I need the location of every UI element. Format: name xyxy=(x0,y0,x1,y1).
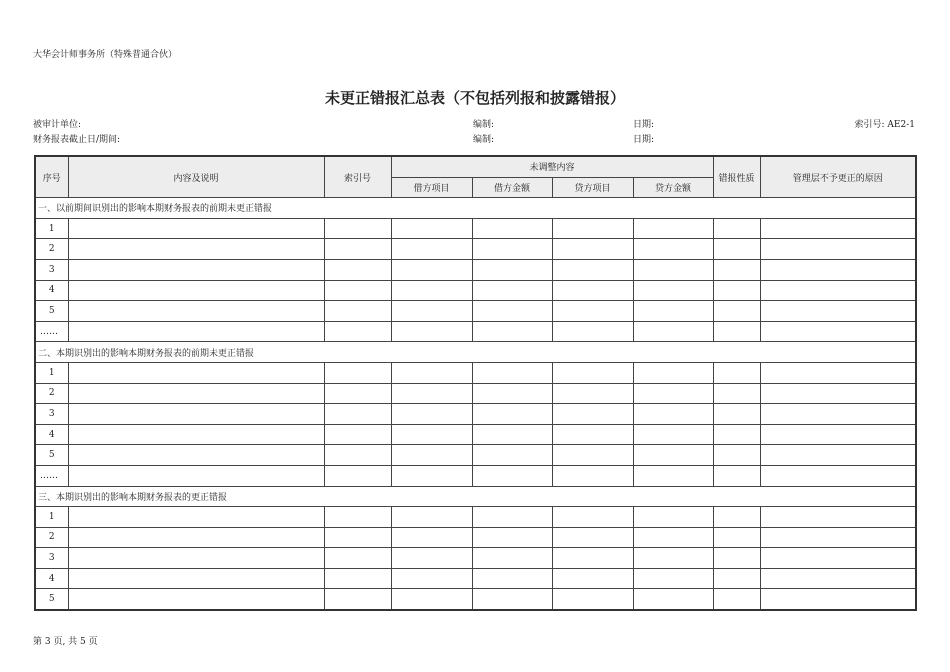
table-cell[interactable] xyxy=(472,507,552,528)
table-cell[interactable] xyxy=(713,507,760,528)
table-cell[interactable] xyxy=(552,239,633,260)
table-cell[interactable] xyxy=(391,465,472,486)
table-cell[interactable] xyxy=(633,507,713,528)
row-number: 3 xyxy=(35,404,68,425)
table-cell[interactable] xyxy=(760,589,916,610)
row-number: 1 xyxy=(35,362,68,383)
table-cell[interactable] xyxy=(324,445,391,466)
section-row xyxy=(35,486,916,507)
table-cell[interactable] xyxy=(760,321,916,342)
table-cell[interactable] xyxy=(633,404,713,425)
table-cell[interactable] xyxy=(472,424,552,445)
table-cell[interactable] xyxy=(391,568,472,589)
table-cell[interactable] xyxy=(713,280,760,301)
table-cell[interactable] xyxy=(472,568,552,589)
table-cell[interactable] xyxy=(552,568,633,589)
table-cell[interactable] xyxy=(391,239,472,260)
row-number: 2 xyxy=(35,527,68,548)
table-row xyxy=(35,507,916,528)
table-cell[interactable] xyxy=(472,445,552,466)
table-cell[interactable] xyxy=(760,548,916,569)
table-cell[interactable] xyxy=(472,362,552,383)
table-cell[interactable] xyxy=(472,548,552,569)
table-cell[interactable] xyxy=(552,465,633,486)
table-cell[interactable] xyxy=(552,259,633,280)
table-cell[interactable] xyxy=(472,465,552,486)
misstatement-table xyxy=(34,155,917,611)
table-cell[interactable] xyxy=(633,424,713,445)
table-cell[interactable] xyxy=(324,239,391,260)
col-reason: 管理层不予更正的原因 xyxy=(760,156,916,198)
row-number: 5 xyxy=(35,445,68,466)
row-number: 4 xyxy=(35,568,68,589)
col-credit-amount: 贷方金额 xyxy=(633,177,713,198)
table-cell[interactable] xyxy=(713,527,760,548)
table-cell[interactable] xyxy=(472,321,552,342)
row-number: 2 xyxy=(35,239,68,260)
table-cell[interactable] xyxy=(391,259,472,280)
table-cell[interactable] xyxy=(633,445,713,466)
table-cell[interactable] xyxy=(472,259,552,280)
table-row xyxy=(35,239,916,260)
table-cell[interactable] xyxy=(472,589,552,610)
auditee-label: 被审计单位: xyxy=(33,120,82,130)
table-cell[interactable] xyxy=(760,383,916,404)
table-cell[interactable] xyxy=(633,527,713,548)
table-cell[interactable] xyxy=(633,218,713,239)
table-cell[interactable] xyxy=(633,465,713,486)
table-cell[interactable] xyxy=(760,280,916,301)
table-cell[interactable] xyxy=(713,568,760,589)
table-cell[interactable] xyxy=(760,218,916,239)
table-cell[interactable] xyxy=(68,527,324,548)
table-cell[interactable] xyxy=(68,465,324,486)
table-cell[interactable] xyxy=(391,507,472,528)
table-cell[interactable] xyxy=(472,280,552,301)
section-title: 一、以前期间识别出的影响本期财务报表的前期未更正错报 xyxy=(35,198,916,219)
table-row xyxy=(35,404,916,425)
table-cell[interactable] xyxy=(760,527,916,548)
table-cell[interactable] xyxy=(324,507,391,528)
table-cell[interactable] xyxy=(633,568,713,589)
col-nature: 错报性质 xyxy=(713,156,760,198)
table-cell[interactable] xyxy=(391,424,472,445)
table-cell[interactable] xyxy=(760,424,916,445)
row-number: 3 xyxy=(35,548,68,569)
table-cell[interactable] xyxy=(324,527,391,548)
table-cell[interactable] xyxy=(324,548,391,569)
row-number: 3 xyxy=(35,259,68,280)
table-cell[interactable] xyxy=(633,362,713,383)
table-row xyxy=(35,548,916,569)
table-cell[interactable] xyxy=(324,280,391,301)
table-cell[interactable] xyxy=(713,239,760,260)
table-cell[interactable] xyxy=(391,362,472,383)
table-cell[interactable] xyxy=(760,301,916,322)
table-cell[interactable] xyxy=(713,259,760,280)
table-cell[interactable] xyxy=(552,404,633,425)
table-cell[interactable] xyxy=(391,445,472,466)
table-cell[interactable] xyxy=(760,259,916,280)
table-cell[interactable] xyxy=(760,507,916,528)
table-cell[interactable] xyxy=(324,259,391,280)
table-cell[interactable] xyxy=(633,321,713,342)
date-label: 日期: xyxy=(633,120,655,130)
date-label-2: 日期: xyxy=(633,135,655,145)
table-cell[interactable] xyxy=(760,568,916,589)
table-cell[interactable] xyxy=(391,527,472,548)
table-cell[interactable] xyxy=(324,321,391,342)
table-cell[interactable] xyxy=(324,362,391,383)
table-cell[interactable] xyxy=(68,589,324,610)
row-number: 2 xyxy=(35,383,68,404)
table-row xyxy=(35,527,916,548)
table-cell[interactable] xyxy=(633,589,713,610)
table-cell[interactable] xyxy=(68,445,324,466)
col-seq: 序号 xyxy=(35,156,68,198)
table-cell[interactable] xyxy=(324,568,391,589)
table-cell[interactable] xyxy=(552,548,633,569)
col-debit-amount: 借方金额 xyxy=(472,177,552,198)
table-cell[interactable] xyxy=(713,301,760,322)
col-unadjusted: 未调整内容 xyxy=(391,156,713,177)
table-cell[interactable] xyxy=(552,589,633,610)
row-number: 4 xyxy=(35,280,68,301)
table-cell[interactable] xyxy=(713,218,760,239)
page-title: 未更正错报汇总表（不包括列报和披露错报） xyxy=(324,89,625,107)
table-cell[interactable] xyxy=(760,362,916,383)
table-cell[interactable] xyxy=(713,404,760,425)
compiled-label: 编制: xyxy=(473,120,495,130)
table-cell[interactable] xyxy=(713,589,760,610)
table-cell[interactable] xyxy=(68,424,324,445)
table-cell[interactable] xyxy=(633,239,713,260)
table-cell[interactable] xyxy=(68,239,324,260)
table-cell[interactable] xyxy=(391,301,472,322)
table-cell[interactable] xyxy=(713,383,760,404)
table-cell[interactable] xyxy=(760,465,916,486)
table-cell[interactable] xyxy=(324,404,391,425)
table-row xyxy=(35,465,916,486)
table-row xyxy=(35,589,916,610)
table-cell[interactable] xyxy=(391,218,472,239)
table-cell[interactable] xyxy=(552,424,633,445)
table-cell[interactable] xyxy=(552,301,633,322)
table-cell[interactable] xyxy=(472,301,552,322)
table-cell[interactable] xyxy=(552,321,633,342)
table-cell[interactable] xyxy=(713,321,760,342)
table-cell[interactable] xyxy=(472,383,552,404)
table-cell[interactable] xyxy=(472,218,552,239)
table-cell[interactable] xyxy=(552,362,633,383)
col-credit-item: 贷方项目 xyxy=(552,177,633,198)
table-row xyxy=(35,259,916,280)
col-content: 内容及说明 xyxy=(68,156,324,198)
table-cell[interactable] xyxy=(324,301,391,322)
table-cell[interactable] xyxy=(324,218,391,239)
table-cell[interactable] xyxy=(324,465,391,486)
section-title: 二、本期识别出的影响本期财务报表的前期未更正错报 xyxy=(35,342,916,363)
row-number: …… xyxy=(35,465,68,486)
row-number: 4 xyxy=(35,424,68,445)
table-cell[interactable] xyxy=(552,218,633,239)
table-cell[interactable] xyxy=(324,589,391,610)
table-cell[interactable] xyxy=(391,404,472,425)
section-row xyxy=(35,342,916,363)
table-cell[interactable] xyxy=(391,383,472,404)
table-cell[interactable] xyxy=(472,527,552,548)
table-row xyxy=(35,280,916,301)
table-cell[interactable] xyxy=(633,280,713,301)
table-row xyxy=(35,383,916,404)
table-cell[interactable] xyxy=(68,383,324,404)
table-cell[interactable] xyxy=(552,445,633,466)
table-cell[interactable] xyxy=(391,280,472,301)
table-cell[interactable] xyxy=(760,404,916,425)
table-cell[interactable] xyxy=(68,548,324,569)
table-cell[interactable] xyxy=(68,259,324,280)
table-cell[interactable] xyxy=(68,321,324,342)
table-row xyxy=(35,568,916,589)
table-cell[interactable] xyxy=(68,218,324,239)
table-cell[interactable] xyxy=(68,301,324,322)
table-cell[interactable] xyxy=(633,301,713,322)
table-cell[interactable] xyxy=(552,527,633,548)
table-cell[interactable] xyxy=(472,239,552,260)
table-cell[interactable] xyxy=(633,548,713,569)
table-cell[interactable] xyxy=(324,383,391,404)
table-cell[interactable] xyxy=(552,383,633,404)
table-cell[interactable] xyxy=(713,362,760,383)
table-cell[interactable] xyxy=(68,568,324,589)
compiled-label-2: 编制: xyxy=(473,135,495,145)
table-row xyxy=(35,362,916,383)
table-row xyxy=(35,218,916,239)
table-cell[interactable] xyxy=(391,548,472,569)
row-number: 5 xyxy=(35,301,68,322)
table-cell[interactable] xyxy=(713,465,760,486)
table-cell[interactable] xyxy=(391,589,472,610)
row-number: 5 xyxy=(35,589,68,610)
section-row xyxy=(35,198,916,219)
col-ref: 索引号 xyxy=(324,156,391,198)
table-row xyxy=(35,445,916,466)
table-cell[interactable] xyxy=(552,507,633,528)
row-number: 1 xyxy=(35,218,68,239)
table-cell[interactable] xyxy=(633,383,713,404)
table-cell[interactable] xyxy=(472,404,552,425)
table-cell[interactable] xyxy=(552,280,633,301)
table-cell[interactable] xyxy=(68,507,324,528)
table-row xyxy=(35,424,916,445)
table-cell[interactable] xyxy=(760,239,916,260)
table-cell[interactable] xyxy=(760,445,916,466)
page-number: 第 3 页, 共 5 页 xyxy=(33,637,98,647)
table-row xyxy=(35,301,916,322)
table-row xyxy=(35,321,916,342)
table-cell[interactable] xyxy=(713,424,760,445)
table-cell[interactable] xyxy=(391,321,472,342)
table-cell[interactable] xyxy=(68,362,324,383)
table-cell[interactable] xyxy=(68,404,324,425)
row-number: …… xyxy=(35,321,68,342)
index-number-label: 索引号: AE2-1 xyxy=(854,120,915,130)
table-cell[interactable] xyxy=(68,280,324,301)
row-number: 1 xyxy=(35,507,68,528)
section-title: 三、本期识别出的影响本期财务报表的更正错报 xyxy=(35,486,916,507)
firm-name: 大华会计师事务所（特殊普通合伙） xyxy=(33,50,178,60)
period-label: 财务报表截止日/期间: xyxy=(33,135,121,145)
table-cell[interactable] xyxy=(324,424,391,445)
col-debit-item: 借方项目 xyxy=(391,177,472,198)
table-cell[interactable] xyxy=(713,548,760,569)
table-cell[interactable] xyxy=(633,259,713,280)
table-cell[interactable] xyxy=(713,445,760,466)
